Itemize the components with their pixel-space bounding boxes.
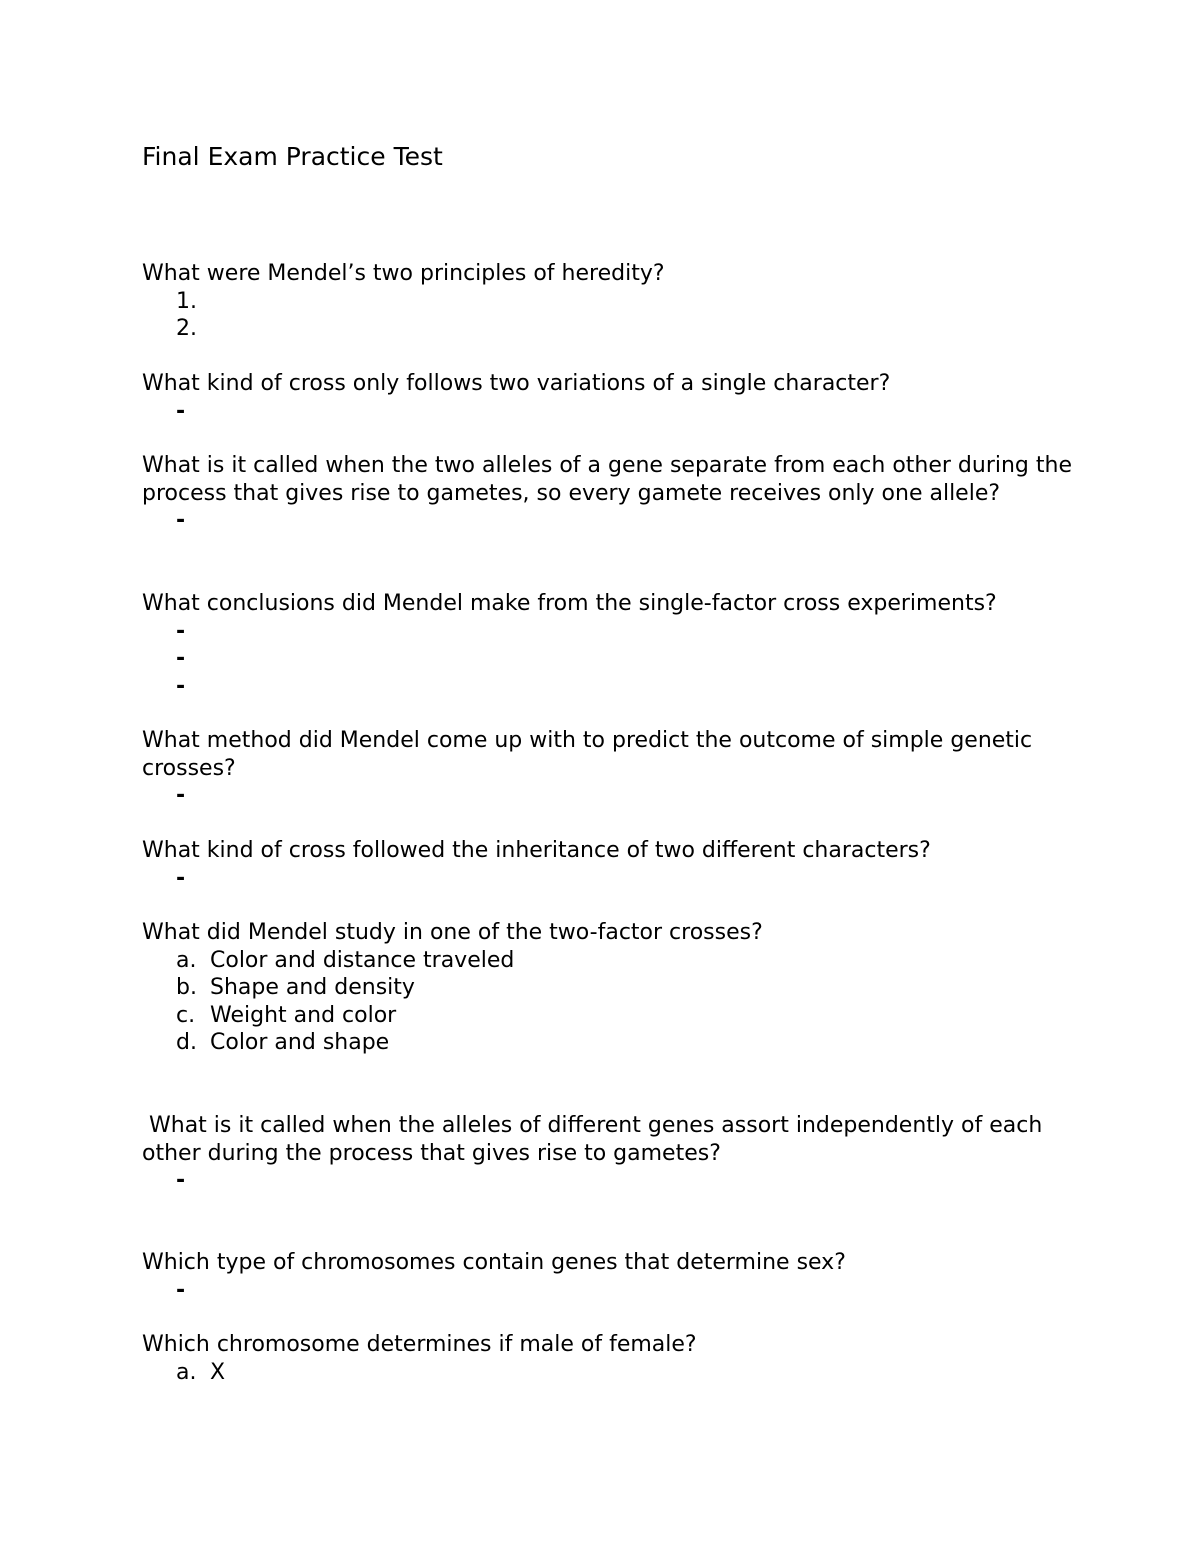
list-item [142,618,1072,646]
list-item [142,1029,1072,1057]
question-text: What method did Mendel come up with to predict the outcome of simple genetic crosses? [142,728,1033,781]
question-text: Which chromosome determines if male of female? [142,1332,697,1357]
question-3 [142,452,1072,535]
question-text: What kind of cross only follows two variations of a single character? [142,371,891,396]
list-item [142,865,1072,893]
list-item [142,507,1072,535]
question-text: What did Mendel study in one of the two-factor crosses? [142,920,763,945]
question-6 [142,837,1072,892]
question-text: What conclusions did Mendel make from the single-factor cross experiments? [142,591,997,616]
list-marker: - [176,618,186,644]
question-text: What were Mendel’s two principles of heredity? [142,261,665,286]
question-text: Which type of chromosomes contain genes that determine sex? [142,1250,846,1275]
question-7 [142,919,1072,1057]
list-marker: a. [176,1359,197,1385]
answer-text: X [210,1359,226,1385]
list-marker: c. [176,1002,196,1028]
list-marker: - [176,398,186,424]
list-marker: 1. [176,288,197,314]
list-item [142,398,1072,426]
answer-text: Weight and color [210,1002,397,1028]
question-9 [142,1249,1072,1304]
page-title: Final Exam Practice Test [142,142,443,171]
answer-text: Shape and density [210,975,415,1000]
list-item [142,782,1072,810]
list-item [142,1277,1072,1305]
list-marker: a. [176,947,197,973]
list-marker: - [176,783,186,808]
list-item [142,288,1072,316]
question-1 [142,260,1072,343]
list-marker: - [176,508,186,533]
list-item [142,645,1072,673]
question-text: What is it called when the alleles of different genes assort independently of each other during the process that gives rise to gametes? [142,1113,1050,1166]
question-text: What kind of cross followed the inheritance of two different characters? [142,838,931,863]
list-item [142,1167,1072,1195]
list-item [142,673,1072,701]
list-marker: d. [176,1030,197,1055]
list-item [142,1359,1072,1387]
list-marker: 2. [176,316,197,341]
list-marker: - [176,1277,186,1303]
answer-text: Color and shape [210,1030,390,1055]
list-item [142,315,1072,343]
list-marker: - [176,865,186,891]
list-item [142,974,1072,1002]
list-marker: - [176,646,186,671]
answer-text: Color and distance traveled [210,947,515,973]
question-10 [142,1331,1072,1386]
question-5 [142,727,1072,810]
question-2 [142,370,1072,425]
question-text: What is it called when the two alleles of a gene separate from each other during the process that gives rise to gametes, so every gamete receives only one allele? [142,453,1072,506]
list-marker: b. [176,975,197,1000]
list-marker: - [176,1168,186,1193]
list-item [142,1002,1072,1030]
question-4 [142,590,1072,700]
question-8 [142,1112,1072,1195]
list-item [142,947,1072,975]
list-marker: - [176,673,186,699]
